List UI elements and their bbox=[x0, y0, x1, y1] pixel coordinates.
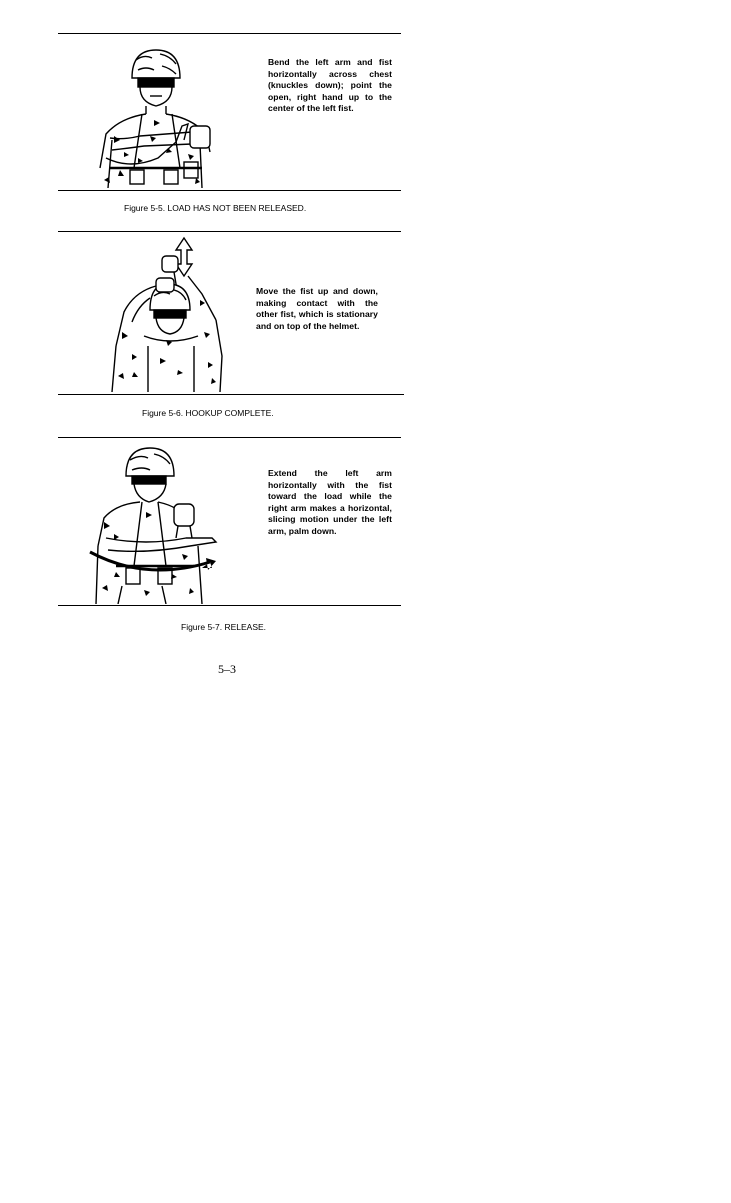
figure-5-7-caption: Figure 5-7. RELEASE. bbox=[181, 622, 267, 632]
figure-5-6-caption: Figure 5-6. HOOKUP COMPLETE. bbox=[142, 408, 274, 418]
figure-5-6-top-rule bbox=[58, 231, 401, 232]
soldier-fist-on-helmet-icon bbox=[104, 236, 228, 392]
figure-5-5-description: Bend the left arm and fist horizontally across chest (knuckles down); point the open, right hand up to the center of the left fist. bbox=[268, 57, 392, 114]
figure-5-5-bottom-rule bbox=[58, 190, 401, 191]
figure-5-6-description: Move the fist up and down, making contact with the other fist, which is stationary and on top of the helmet. bbox=[256, 286, 378, 331]
soldier-fist-across-chest-icon bbox=[80, 40, 230, 188]
figure-5-7-description: Extend the left arm horizontally with the fist toward the load while the right arm makes a horizontal, slicing motion under the left arm, palm down. bbox=[268, 468, 392, 536]
figure-5-7-top-rule bbox=[58, 437, 401, 438]
figure-5-5-caption: Figure 5-5. LOAD HAS NOT BEEN RELEASED. bbox=[124, 203, 307, 213]
figure-5-5-top-rule bbox=[58, 33, 401, 34]
page-number: 5–3 bbox=[218, 662, 236, 676]
figure-5-6-bottom-rule bbox=[58, 394, 404, 395]
soldier-slicing-motion-icon bbox=[86, 442, 226, 604]
figure-5-7-bottom-rule bbox=[58, 605, 401, 606]
